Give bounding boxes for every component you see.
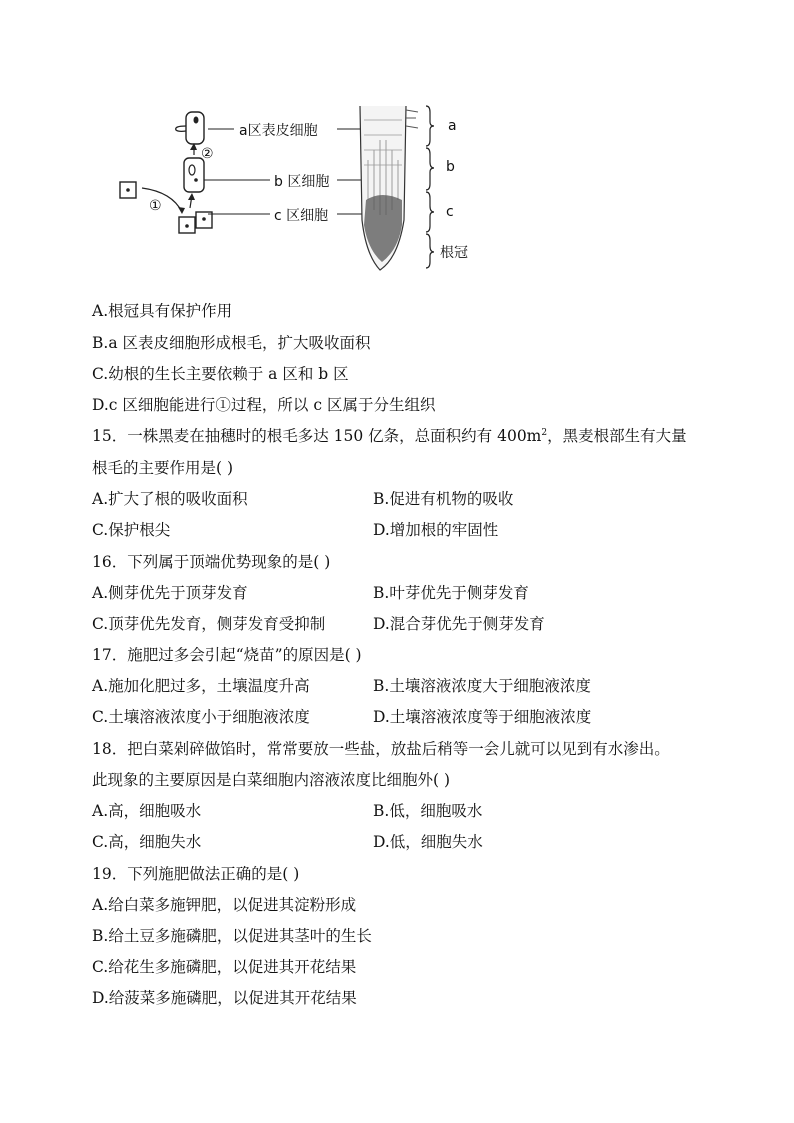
q15-option-c: C.保护根尖 (92, 521, 171, 539)
q14-option-d: D.c 区细胞能进行①过程，所以 c 区属于分生组织 (92, 396, 436, 414)
q15-option-b: B.促进有机物的吸收 (373, 490, 514, 508)
q19-stem: 19．下列施肥做法正确的是( ) (92, 865, 300, 883)
q16-option-d: D.混合芽优先于侧芽发育 (373, 615, 545, 633)
zone-a-label: a (448, 118, 457, 134)
q16-option-b: B.叶芽优先于侧芽发育 (373, 584, 529, 602)
q18-stem-line-2: 此现象的主要原因是白菜细胞内溶液浓度比细胞外( ) (92, 771, 451, 789)
brace-zone-b (426, 148, 434, 190)
q14-option-c: C.幼根的生长主要依赖于 a 区和 b 区 (92, 365, 349, 383)
brace-zone-cap (426, 234, 434, 268)
q19-option-a: A.给白菜多施钾肥，以促进其淀粉形成 (92, 896, 357, 914)
q14-option-b: B.a 区表皮细胞形成根毛，扩大吸收面积 (92, 334, 371, 352)
label-b-cell: b 区细胞 (274, 174, 330, 190)
q18-option-a: A.高，细胞吸水 (92, 802, 202, 820)
zone-c-label: c (446, 204, 454, 220)
brace-zone-a (426, 106, 434, 146)
q15-stem-line-2: 根毛的主要作用是( ) (92, 459, 234, 477)
brace-zone-c (426, 192, 434, 232)
q17-option-a: A.施加化肥过多，土壤温度升高 (92, 677, 310, 695)
q19-option-b: B.给土豆多施磷肥，以促进其茎叶的生长 (92, 927, 372, 945)
q17-option-b: B.土壤溶液浓度大于细胞液浓度 (373, 677, 591, 695)
q15-option-d: D.增加根的牢固性 (373, 521, 499, 539)
q19-option-c: C.给花生多施磷肥，以促进其开花结果 (92, 958, 357, 976)
q15-stem-line-1: 15．一株黑麦在抽穗时的根毛多达 150 亿条，总面积约有 $400m^2$，黑麦根部生有大量 (92, 427, 687, 445)
zone-b-label: b (446, 159, 455, 175)
q16-stem: 16．下列属于顶端优势现象的是( ) (92, 553, 331, 571)
q14-option-a: A.根冠具有保护作用 (92, 302, 233, 320)
q16-option-c: C.顶芽优先发育，侧芽发育受抑制 (92, 615, 326, 633)
cell-b (184, 158, 204, 192)
zone-root-cap-label: 根冠 (440, 245, 468, 261)
process-1-label: ① (149, 198, 162, 214)
q18-option-c: C.高，细胞失水 (92, 833, 202, 851)
q18-option-b: B.低，细胞吸水 (373, 802, 483, 820)
root-tip-figure (112, 100, 512, 275)
q18-option-d: D.低，细胞失水 (373, 833, 483, 851)
q18-stem-line-1: 18．把白菜剁碎做馅时，常常要放一些盐，放盐后稍等一会儿就可以见到有水渗出。 (92, 740, 670, 758)
q16-option-a: A.侧芽优先于顶芽发育 (92, 584, 248, 602)
arrow-1 (142, 188, 182, 212)
q15-option-a: A.扩大了根的吸收面积 (92, 490, 248, 508)
q17-stem: 17．施肥过多会引起“烧苗”的原因是( ) (92, 646, 362, 664)
q17-option-c: C.土壤溶液浓度小于细胞液浓度 (92, 708, 310, 726)
q17-option-d: D.土壤溶液浓度等于细胞液浓度 (373, 708, 592, 726)
q19-option-d: D.给菠菜多施磷肥，以促进其开花结果 (92, 989, 357, 1007)
label-c-cell: c 区细胞 (274, 208, 329, 224)
label-a-epidermis-cell: a区表皮细胞 (239, 123, 318, 139)
process-2-label: ② (201, 146, 214, 162)
